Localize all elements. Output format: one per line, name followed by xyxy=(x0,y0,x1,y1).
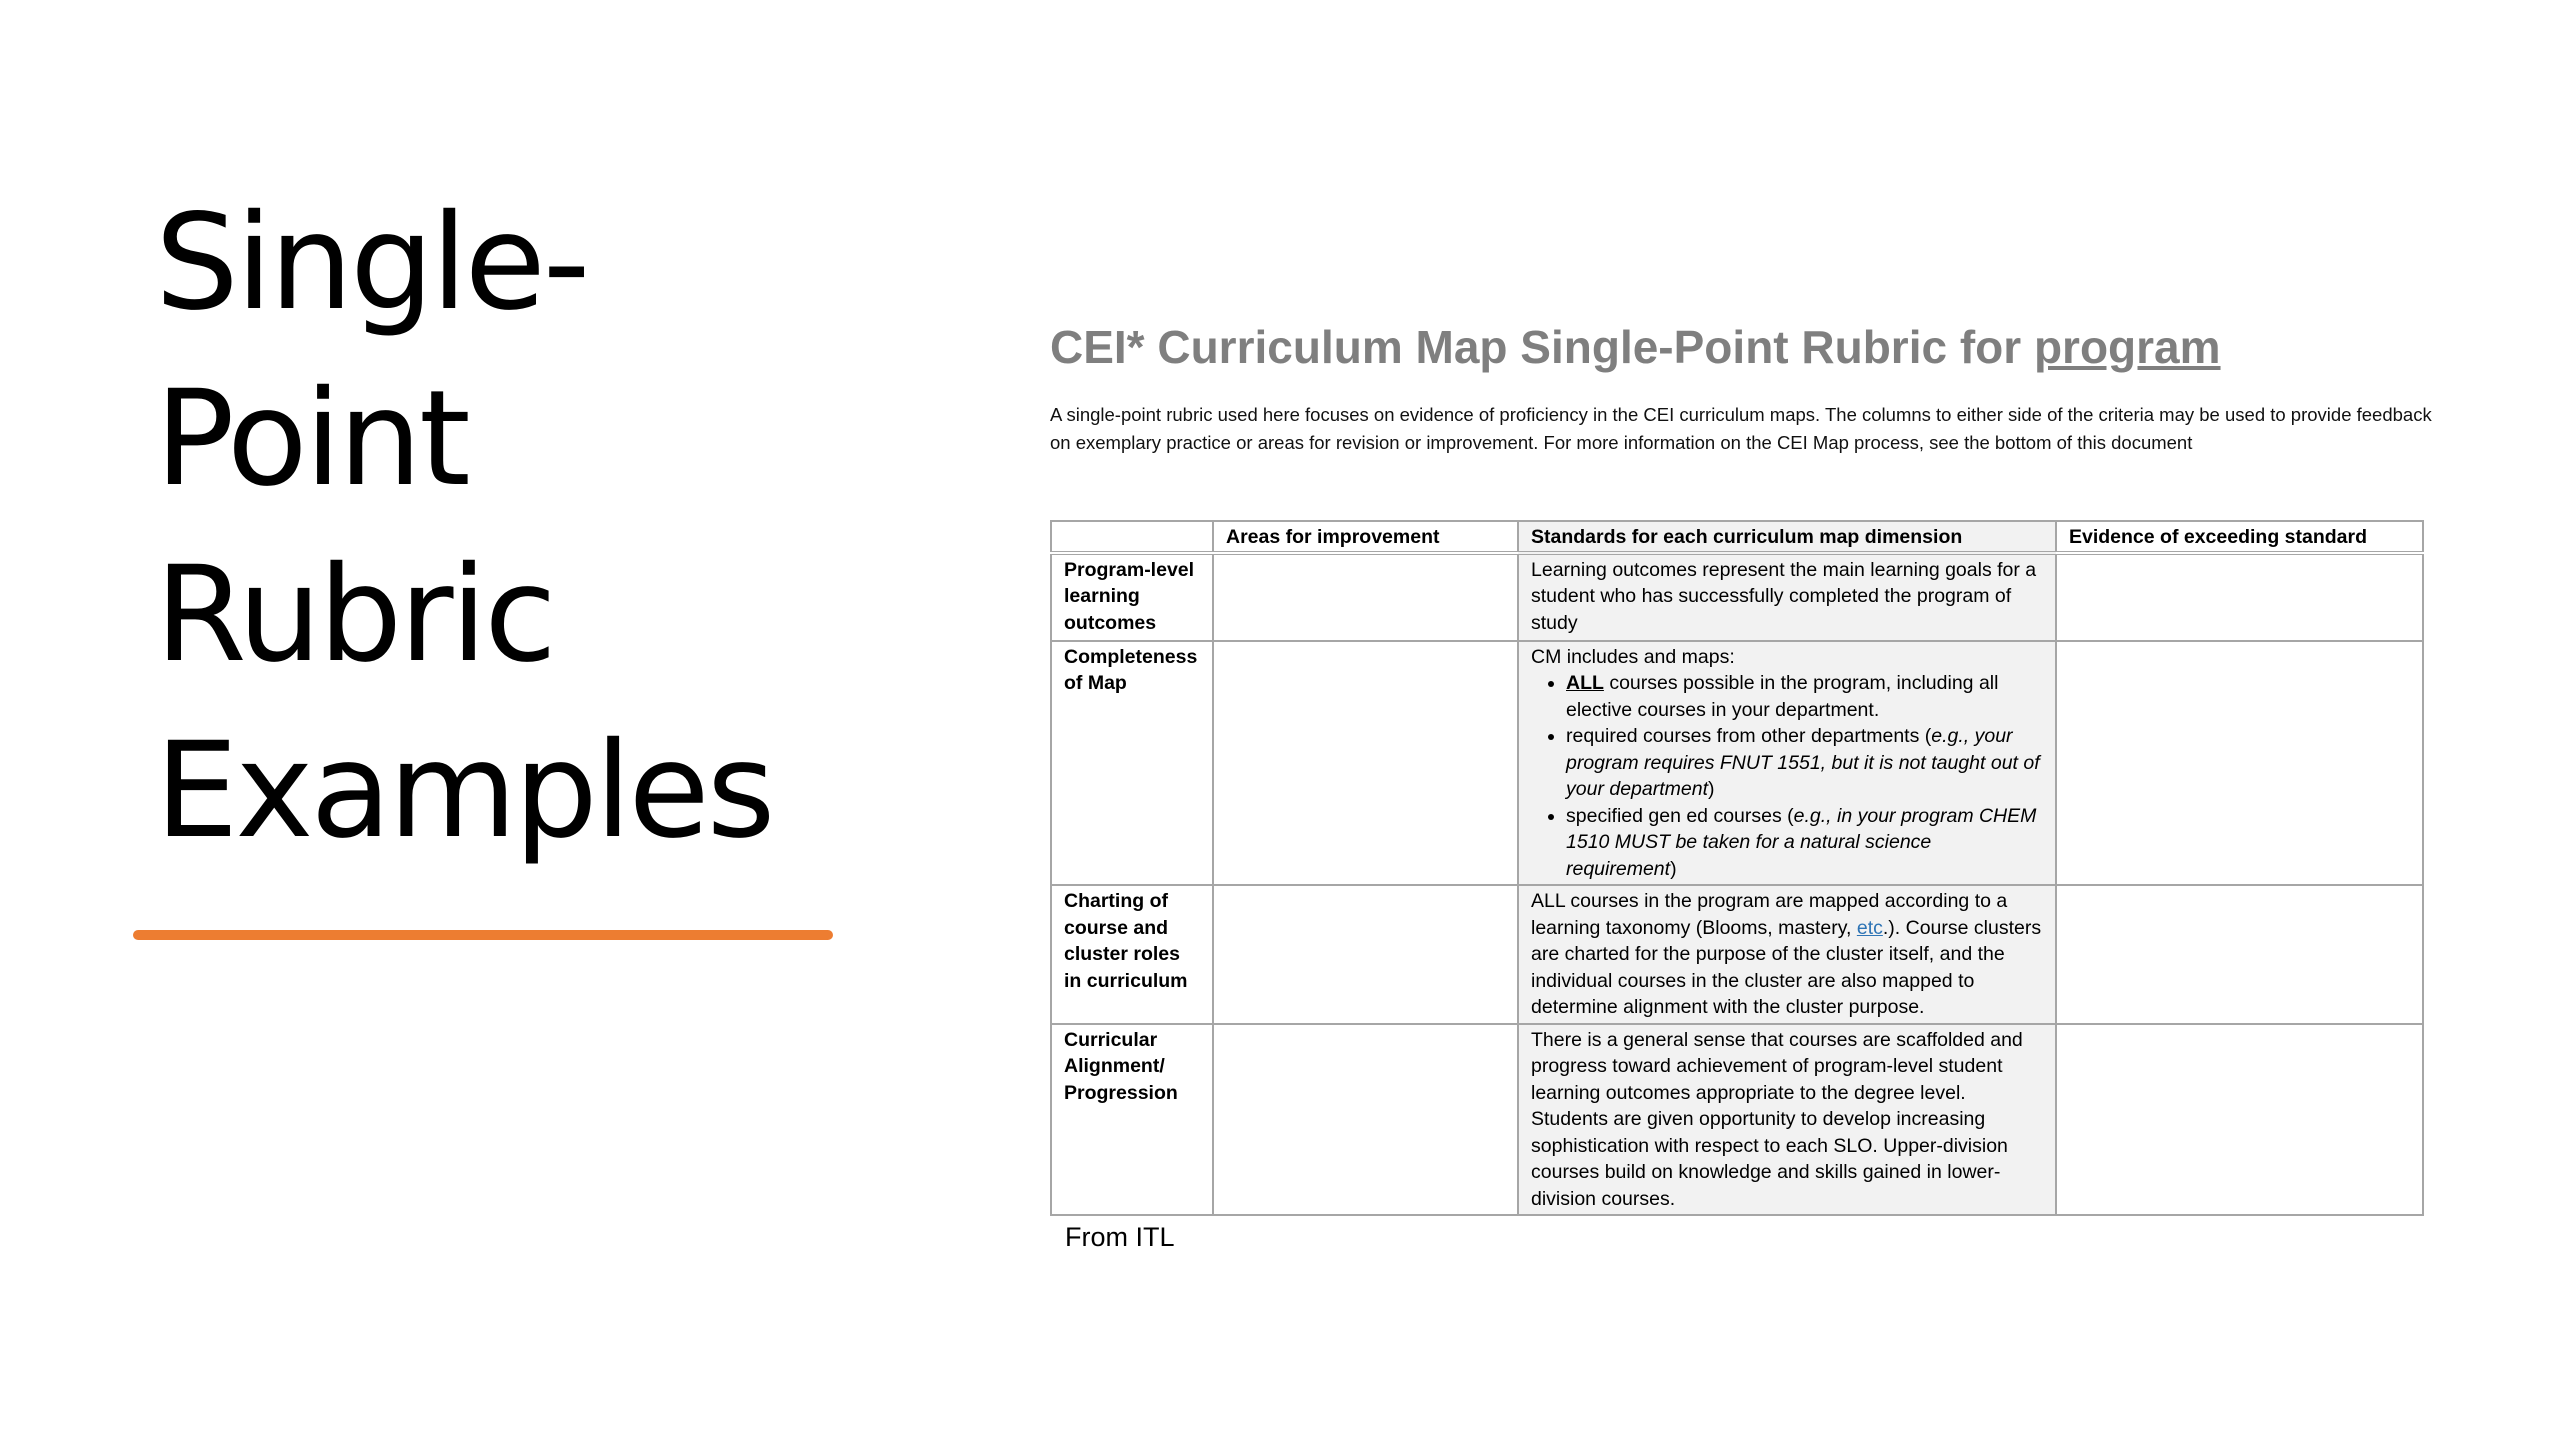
standard-intro: CM includes and maps: xyxy=(1531,645,1735,668)
list-item xyxy=(1566,670,2045,723)
source-caption: From ITL xyxy=(1065,1222,1175,1252)
bullet-text-end: ) xyxy=(1670,857,1677,880)
standard-text: ALL courses in the program are mapped according to a learning taxonomy (Blooms, mastery, xyxy=(1531,890,2008,939)
cell-improvement xyxy=(1213,1024,1518,1216)
bullet-example: e.g., in your program CHEM 1510 MUST be taken for a natural science requirement xyxy=(1566,804,2037,880)
etc-link[interactable]: etc xyxy=(1856,916,1883,939)
cell-standard xyxy=(1518,641,2056,886)
cell-exceeding xyxy=(2056,641,2423,886)
bullet-text: specified gen ed courses ( xyxy=(1566,804,1794,827)
title-accent-rule xyxy=(133,930,833,940)
table-header-row xyxy=(1051,521,2423,553)
slide-title xyxy=(155,175,855,879)
cell-improvement xyxy=(1213,885,1518,1024)
slide-title-line: Point xyxy=(155,362,468,516)
table-header-blank xyxy=(1051,521,1213,553)
table-header-standards: Standards for each curriculum map dimension xyxy=(1518,521,2056,553)
cell-standard xyxy=(1518,885,2056,1024)
cell-improvement xyxy=(1213,641,1518,886)
document-screenshot xyxy=(1050,315,2450,1210)
table-header-exceeding: Evidence of exceeding standard xyxy=(2056,521,2423,553)
cell-exceeding xyxy=(2056,1024,2423,1216)
cell-standard: Learning outcomes represent the main learning goals for a student who has successfully completed the program of study xyxy=(1518,553,2056,641)
row-label: Program-level learning outcomes xyxy=(1051,553,1213,641)
bullet-text: courses possible in the program, including all elective courses in your department. xyxy=(1566,672,1999,721)
bullet-example: e.g., your program requires FNUT 1551, but it is not taught out of your department xyxy=(1566,725,2040,800)
table-header-improvement: Areas for improvement xyxy=(1213,521,1518,553)
list-item xyxy=(1566,723,2045,803)
row-label: Completeness of Map xyxy=(1051,641,1213,886)
table-row xyxy=(1051,1024,2423,1216)
document-heading-underlined: program xyxy=(2033,321,2221,373)
table-row xyxy=(1051,885,2423,1024)
cell-improvement xyxy=(1213,553,1518,641)
standard-bullet-list xyxy=(1531,670,2045,882)
table-row xyxy=(1051,553,2423,641)
bullet-text-end: ) xyxy=(1708,778,1715,800)
emphasis-all: ALL xyxy=(1566,672,1604,694)
cell-exceeding xyxy=(2056,885,2423,1024)
document-heading xyxy=(1050,315,2450,379)
bullet-text: required courses from other departments ( xyxy=(1566,725,1932,747)
row-label: Curricular Alignment/ Progression xyxy=(1051,1024,1213,1216)
cell-exceeding xyxy=(2056,553,2423,641)
list-item xyxy=(1566,803,2045,883)
document-heading-text: CEI* Curriculum Map Single-Point Rubric for xyxy=(1050,321,2034,373)
slide-title-line: Examples xyxy=(155,714,773,868)
rubric-table xyxy=(1050,520,2424,1216)
slide-title-line: Rubric xyxy=(155,538,554,692)
table-row xyxy=(1051,641,2423,886)
standard-text-end: .). Course clusters are charted for the purpose of the cluster itself, and the individual courses in the cluster are also mapped to determine alignment with the cluster purpose. xyxy=(1531,916,2042,1018)
document-intro: A single-point rubric used here focuses on evidence of proficiency in the CEI curriculum maps. The columns to either side of the criteria may be used to provide feedback on exemplary practice or areas for revision or improvement. For more information on the CEI Map process, see the bottom of this document xyxy=(1050,404,2432,453)
cell-standard: There is a general sense that courses are scaffolded and progress toward achievement of program-level student learning outcomes appropriate to the degree level. Students are given opportunity to develop increasing sophistication with respect to each SLO. Upper-division courses build on knowledge and skills gained in lower-division courses. xyxy=(1518,1024,2056,1216)
slide-title-line: Single- xyxy=(155,186,588,340)
row-label: Charting of course and cluster roles in curriculum xyxy=(1051,885,1213,1024)
